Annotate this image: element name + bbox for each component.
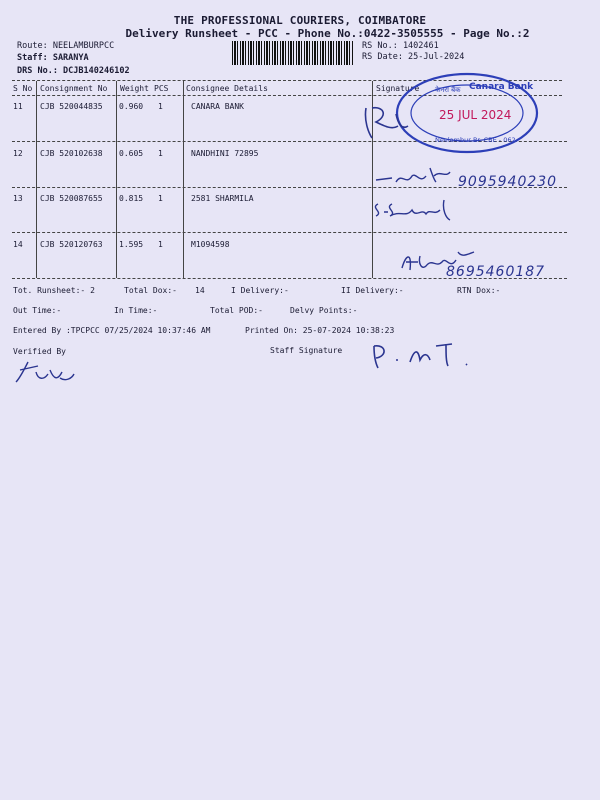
drs-number: DRS No.: DCJB140246102 <box>17 66 130 76</box>
in-time: In Time:- <box>114 306 158 315</box>
signature-row14 <box>398 248 573 280</box>
rs-number: RS No.: 1402461 <box>362 41 439 51</box>
stamp-bank-name: Canara Bank <box>469 82 534 92</box>
table-row-consignee: NANDHINI 72895 <box>191 149 259 158</box>
staff-signature <box>366 340 476 372</box>
signature-row13 <box>370 196 470 226</box>
table-row-sno: 11 <box>13 102 23 111</box>
runsheet-title: Delivery Runsheet - PCC - Phone No.:0422-3505555 - Page No.:2 <box>125 27 530 40</box>
col-pcs: PCS <box>154 84 169 93</box>
table-row-weight: 1.595 <box>119 240 144 249</box>
delvy-points: Delvy Points:- <box>290 306 358 315</box>
table-row-pcs: 1 <box>158 194 163 203</box>
table-row-consignment: CJB 520044835 <box>40 102 103 111</box>
route: Route: NEELAMBURPCC <box>17 41 115 51</box>
col-divider <box>36 81 37 278</box>
table-row-pcs: 1 <box>158 149 163 158</box>
table-row-sno: 12 <box>13 149 23 158</box>
total-runsheet: Tot. Runsheet:- 2 <box>13 286 95 295</box>
col-divider <box>183 81 184 278</box>
staff-signature-label: Staff Signature <box>270 346 343 355</box>
i-delivery: I Delivery:- <box>231 286 289 295</box>
company-title: THE PROFESSIONAL COURIERS, COIMBATORE <box>173 14 427 27</box>
col-divider <box>116 81 117 278</box>
printed-on: Printed On: 25-07-2024 10:38:23 <box>245 326 395 335</box>
total-dox-value: 14 <box>195 286 205 295</box>
table-row-pcs: 1 <box>158 102 163 111</box>
col-sno: S No <box>13 84 33 93</box>
ii-delivery: II Delivery:- <box>341 286 404 295</box>
rtn-dox: RTN Dox:- <box>457 286 501 295</box>
table-row-pcs: 1 <box>158 240 163 249</box>
table-row-consignment: CJB 520102638 <box>40 149 103 158</box>
stamp-branch: Neelambur Br. CBE - 062 <box>435 136 516 144</box>
verified-by-label: Verified By <box>13 347 66 356</box>
out-time: Out Time:- <box>13 306 62 315</box>
col-consignee: Consignee Details <box>186 84 268 93</box>
total-dox-label: Total Dox:- <box>124 286 177 295</box>
signature-row12 <box>372 160 582 194</box>
table-row-sno: 14 <box>13 240 23 249</box>
col-signature: Signature <box>376 84 420 93</box>
staff: Staff: SARANYA <box>17 53 89 63</box>
table-row-weight: 0.960 <box>119 102 144 111</box>
rs-date: RS Date: 25-Jul-2024 <box>362 52 465 62</box>
total-pod: Total POD:- <box>210 306 263 315</box>
table-row-consignment: CJB 520120763 <box>40 240 103 249</box>
stamp-hindi: केनरा बैंक <box>435 86 461 94</box>
row14-phone: 8695460187 <box>446 264 546 280</box>
row12-phone: 9095940230 <box>458 174 558 190</box>
table-row-consignee: 2581 SHARMILA <box>191 194 254 203</box>
entered-by: Entered By :TPCPCC 07/25/2024 10:37:46 AM <box>13 326 211 335</box>
signature-row11 <box>358 100 418 145</box>
barcode <box>232 41 354 65</box>
table-row-consignee: M1094598 <box>191 240 230 249</box>
table-row-consignment: CJB 520087655 <box>40 194 103 203</box>
col-consignment: Consignment No <box>40 84 108 93</box>
table-row-weight: 0.605 <box>119 149 144 158</box>
stamp-date: 25 JUL 2024 <box>439 108 512 122</box>
table-row-consignee: CANARA BANK <box>191 102 244 111</box>
verified-by-signature <box>14 358 78 386</box>
col-weight: Weight <box>120 84 149 93</box>
table-row-weight: 0.815 <box>119 194 144 203</box>
row-separator <box>12 232 567 233</box>
table-row-sno: 13 <box>13 194 23 203</box>
